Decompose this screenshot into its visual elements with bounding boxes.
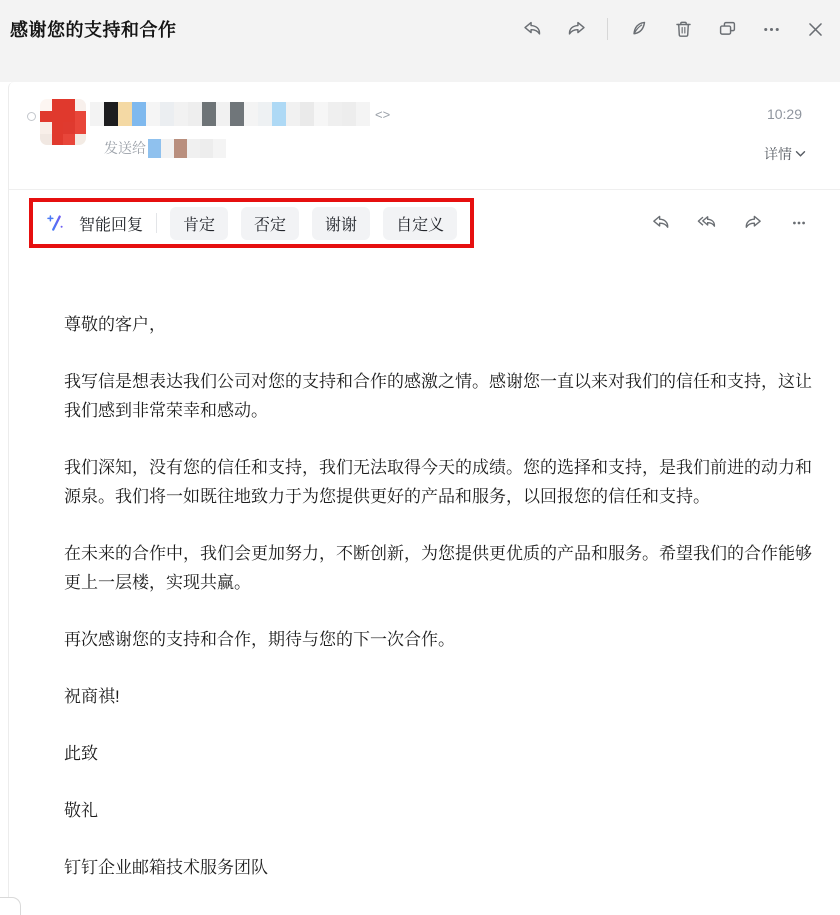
mail-subject-title: 感谢您的支持和合作 [10,20,177,40]
more-dots-icon [760,18,783,41]
body-paragraph: 再次感谢您的支持和合作，期待与您的下一次合作。 [64,630,455,649]
details-label: 详情 [764,146,792,162]
forward-message-button[interactable] [740,210,766,236]
close-button[interactable] [802,16,828,42]
cutoff-tooltip-corner [0,897,21,915]
annotation-red-box [29,198,474,248]
smart-reply-toolbar [9,189,840,257]
more-actions-button[interactable] [758,16,784,42]
mail-reading-pane [8,82,840,915]
more-dots-icon [788,212,810,234]
sender-name-redacted [90,102,370,126]
body-paragraph: 在未来的合作中，我们会更加努力，不断创新，为您提供更优质的产品和服务。希望我们的合作能够更上一层楼，实现共赢。 [64,544,812,592]
sender-address-brackets: <> [375,106,391,122]
message-time: 10:29 [766,106,802,122]
body-paragraph: 祝商祺! [64,687,120,706]
duplicate-button[interactable] [714,16,740,42]
reply-all-icon [696,212,718,234]
smart-reply-option-negative[interactable]: 否定 [241,207,299,240]
trash-icon [672,18,695,41]
reply-icon [650,212,672,234]
reply-message-button[interactable] [648,210,674,236]
recipient-redacted [148,139,226,158]
body-paragraph: 钉钉企业邮箱技术服务团队 [64,858,268,877]
more-message-actions-button[interactable] [786,210,812,236]
reply-button[interactable] [519,16,545,42]
reply-icon [521,18,544,41]
recipient-row [104,138,226,158]
reply-all-button[interactable] [694,210,720,236]
body-paragraph: 我们深知，没有您的信任和支持，我们无法取得今天的成绩。您的选择和支持，是我们前进的动力和源泉。我们将一如既往地致力于为您提供更好的产品和服务，以回报您的信任和支持。 [64,458,812,506]
header-action-icons [519,16,828,42]
header-divider-line [607,18,608,40]
mail-body [64,310,824,882]
smart-reply-option-thanks[interactable]: 谢谢 [312,207,370,240]
copy-icon [716,18,739,41]
body-paragraph: 此致 [64,744,98,763]
forward-icon [742,212,764,234]
sent-to-label: 发送给 [104,140,146,156]
body-paragraph: 敬礼 [64,801,98,820]
message-action-icons [648,210,812,236]
smart-reply-option-affirmative[interactable]: 肯定 [170,207,228,240]
smart-reply-separator [156,213,157,233]
quick-mark-button[interactable] [626,16,652,42]
body-paragraph: 我写信是想表达我们公司对您的支持和合作的感激之情。感谢您一直以来对我们的信任和支持，这让我们感到非常荣幸和感动。 [64,372,812,420]
ai-wand-icon [46,213,66,233]
sender-avatar[interactable] [40,99,86,145]
body-paragraph: 尊敬的客户， [64,315,166,334]
smart-reply-option-custom[interactable]: 自定义 [383,207,457,240]
sender-name-row [90,102,390,126]
unread-indicator [27,112,36,121]
chevron-down-icon [795,150,806,158]
forward-button[interactable] [563,16,589,42]
wing-icon [628,18,651,41]
forward-icon [565,18,588,41]
close-icon [804,18,827,41]
delete-button[interactable] [670,16,696,42]
window-header [0,0,840,82]
details-toggle[interactable] [764,144,806,164]
smart-reply-label: 智能回复 [79,216,144,234]
